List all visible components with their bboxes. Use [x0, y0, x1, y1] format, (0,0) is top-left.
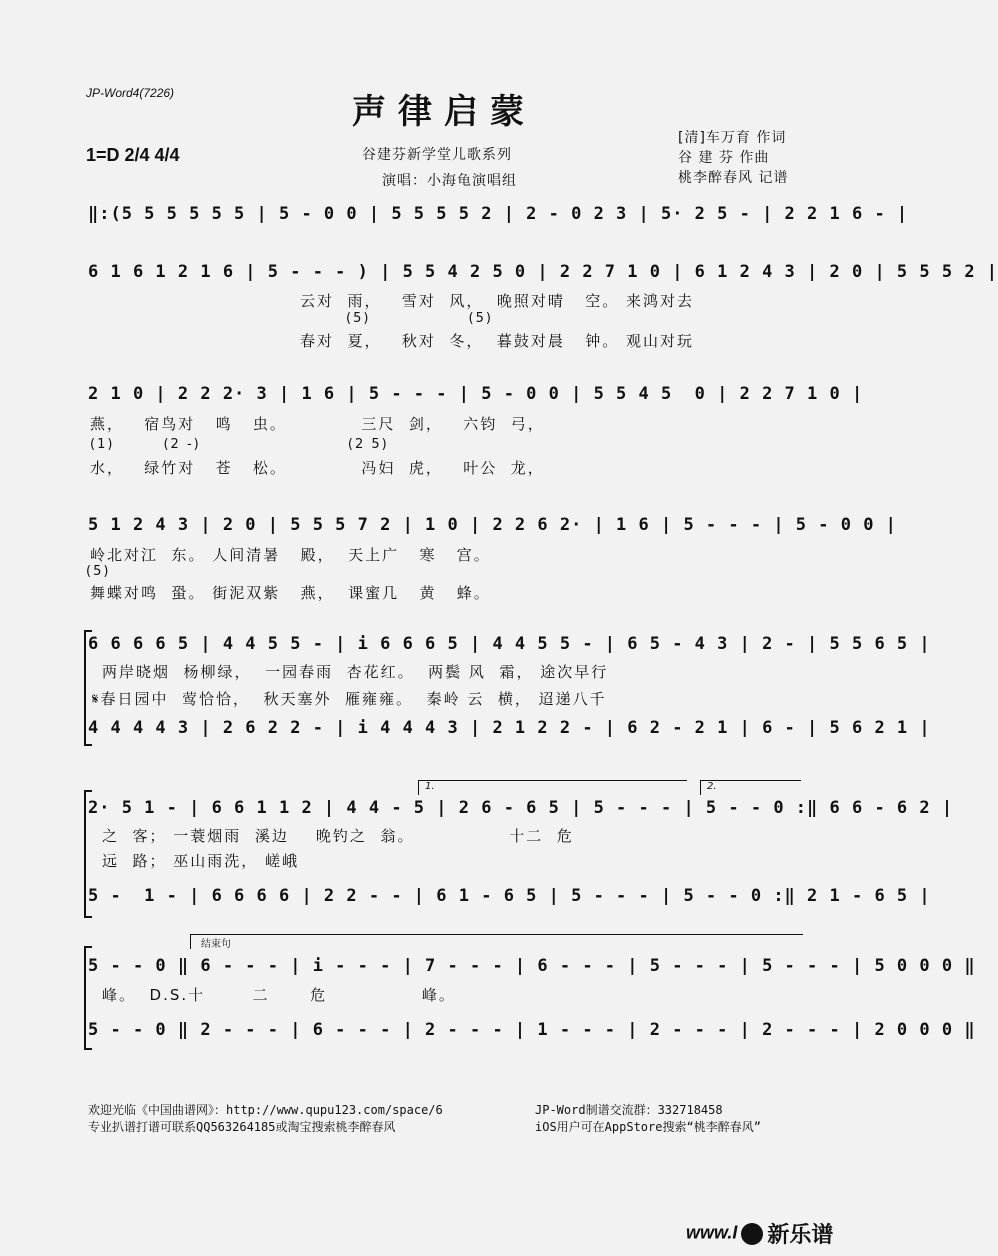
lyrics-line-7: 峰。 D.S.十 二 危 峰。 [102, 986, 456, 1004]
score-line-5-lower: 4 4 4 4 3 | 2 6 2 2 - | i 4 4 4 3 | 2 1 2 2 - | 6 2 - 2 1 | 6 - | 5 6 2 1 | [88, 718, 931, 738]
marks-line-4: (5) [86, 564, 111, 579]
transcriber-credit: 桃李醉春风 记谱 [678, 170, 789, 186]
volta-2: 2. [700, 780, 801, 795]
lyrics-line-2a: 云对 雨， 雪对 风， 晚照对晴 空。 来鸿对去 [300, 292, 694, 310]
version-label: JP-Word4(7226) [86, 86, 175, 100]
lyrics-line-2b: 春对 夏， 秋对 冬， 暮鼓对晨 钟。 观山对玩 [300, 332, 694, 350]
song-title: 声律启蒙 [352, 92, 536, 132]
footer-contact: 专业扒谱打谱可联系QQ563264185或淘宝搜索桃李醉春风 [88, 1120, 396, 1134]
series-label: 谷建芬新学堂儿歌系列 [362, 147, 512, 163]
coda-bracket: 结束句 [190, 934, 803, 949]
score-line-5-upper: 6 6 6 6 5 | 4 4 5 5 - | i 6 6 6 5 | 4 4 5 5 - | 6 5 - 4 3 | 2 - | 5 5 6 5 | [88, 634, 931, 654]
score-line-7-upper: 5 - - 0 ‖ 6 - - - | i - - - | 7 - - - | 6 - - - | 5 - - - | 5 - - - | 5 0 0 0 ‖ [88, 956, 976, 976]
lyrics-line-3b: 水， 绿竹对 苍 松。 冯妇 虎， 叶公 龙， [90, 459, 545, 477]
footer-left [88, 1102, 443, 1136]
lyricist-credit: [清]车万育 作词 [678, 130, 787, 146]
watermark-name: 新乐谱 [767, 1223, 834, 1248]
marks-line-3: (1) (2 -) (2 5) [90, 437, 389, 452]
record-disc-icon [741, 1223, 763, 1245]
score-line-6-lower: 5 - 1 - | 6 6 6 6 | 2 2 - - | 6 1 - 6 5 | 5 - - - | 5 - - 0 :‖ 2 1 - 6 5 | [88, 886, 931, 906]
score-line-6-upper: 2· 5 1 - | 6 6 1 1 2 | 4 4 - 5 | 2 6 - 6 5 | 5 - - - | 5 - - 0 :‖ 6 6 - 6 2 | [88, 798, 954, 818]
score-line-4: 5 1 2 4 3 | 2 0 | 5 5 5 7 2 | 1 0 | 2 2 6 2· | 1 6 | 5 - - - | 5 - 0 0 | [88, 515, 897, 535]
score-line-2: 6 1 6 1 2 1 6 | 5 - - - ) | 5 5 4 2 5 0 | 2 2 7 1 0 | 6 1 2 4 3 | 2 0 | 5 5 5 2 | [88, 262, 998, 282]
footer-site-link[interactable]: 欢迎光临《中国曲谱网》：http://www.qupu123.com/space/6 [88, 1103, 443, 1117]
key-signature: 1=D 2/4 4/4 [86, 145, 180, 165]
credits [678, 128, 788, 188]
lyrics-line-4b: 舞蝶对鸣 蛩。 街泥双紫 燕， 课蜜几 黄 蜂。 [90, 584, 491, 602]
marks-line-2: (5) (5) [346, 311, 493, 326]
singer-label: 演唱：小海龟演唱组 [382, 173, 517, 189]
score-line-1: ‖:(5 5 5 5 5 5 | 5 - 0 0 | 5 5 5 5 2 | 2 - 0 2 3 | 5· 2 5 - | 2 2 1 6 - | [88, 204, 909, 224]
watermark-prefix: www.I [686, 1222, 738, 1243]
composer-credit: 谷 建 芬 作曲 [678, 150, 770, 166]
lyrics-line-6b: 远 路； 巫山雨洗， 嵯峨 [102, 852, 300, 870]
lyrics-line-4a: 岭北对江 东。 人间清暑 殿， 天上广 寒 宫。 [90, 546, 491, 564]
lyrics-line-5b: 𝄋春日园中 莺恰恰， 秋天塞外 雁雍雍。 秦岭 云 横， 迢递八千 [92, 690, 607, 708]
lyrics-line-3a: 燕， 宿鸟对 鸣 虫。 三尺 剑， 六钧 弓， [90, 415, 545, 433]
footer-group: JP-Word制谱交流群：332718458 [535, 1103, 723, 1117]
lyrics-line-6a: 之 客； 一蓑烟雨 溪边 晚钓之 翁。 十二 危 [102, 827, 574, 845]
watermark-logo [686, 1218, 833, 1249]
footer-ios: iOS用户可在AppStore搜索“桃李醉春风” [535, 1120, 761, 1134]
score-line-7-lower: 5 - - 0 ‖ 2 - - - | 6 - - - | 2 - - - | 1 - - - | 2 - - - | 2 - - - | 2 0 0 0 ‖ [88, 1020, 976, 1040]
volta-1: 1. [418, 780, 687, 795]
lyrics-line-5a: 两岸晓烟 杨柳绿， 一园春雨 杏花红。 两鬓 风 霜， 途次早行 [102, 663, 609, 681]
score-line-3: 2 1 0 | 2 2 2· 3 | 1 6 | 5 - - - | 5 - 0 0 | 5 5 4 5 0 | 2 2 7 1 0 | [88, 384, 864, 404]
footer-right [535, 1102, 761, 1136]
